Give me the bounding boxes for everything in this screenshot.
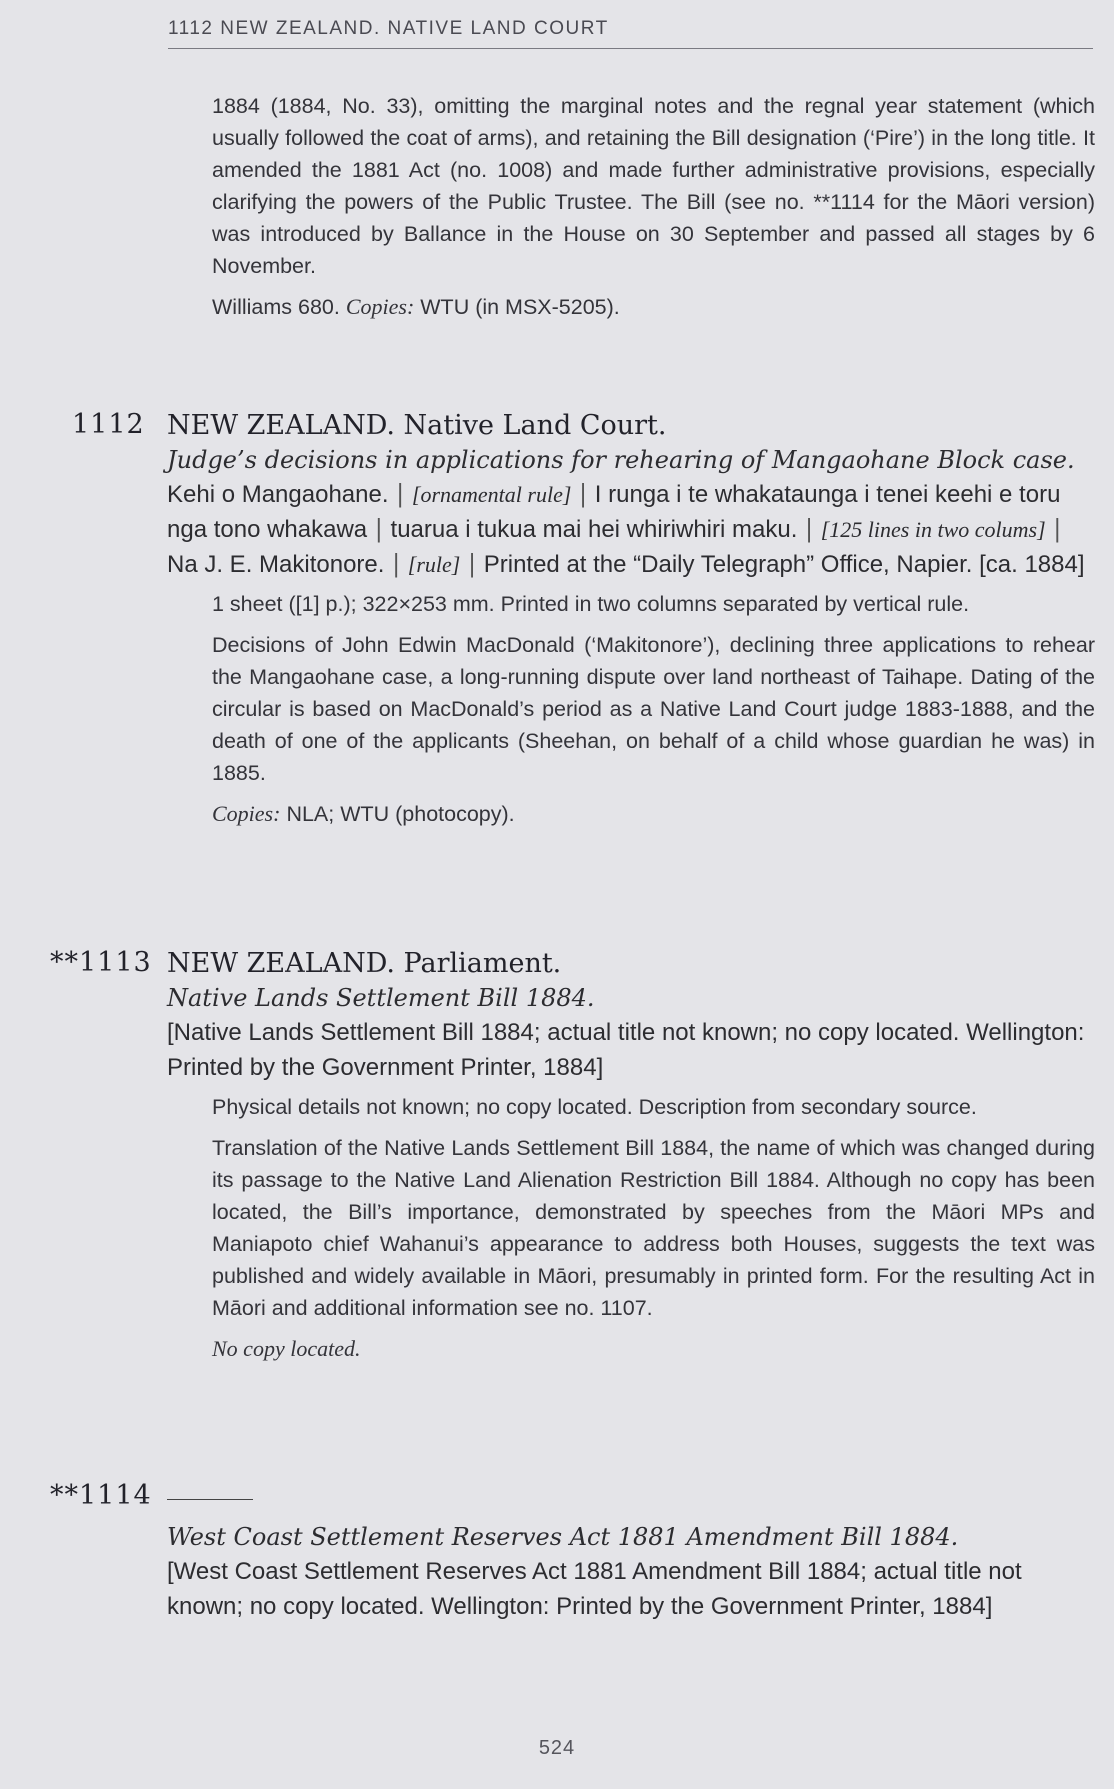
entry-number: 1112 xyxy=(72,409,145,440)
line-divider: | xyxy=(579,480,588,508)
physical-description: 1 sheet ([1] p.); 322×253 mm. Printed in two columns separated by vertical rule. xyxy=(212,592,970,616)
line-divider: | xyxy=(392,550,401,578)
entry-title: Native Lands Settlement Bill 1884. xyxy=(167,984,595,1012)
entry-title: Judge’s decisions in applications for rehearing of Mangaohane Block case. xyxy=(167,446,1075,474)
entry-number: **1114 xyxy=(50,1480,152,1511)
copies-value: WTU (in MSX-5205). xyxy=(420,295,620,319)
entry-description xyxy=(167,981,1095,1085)
ditto-rule xyxy=(167,1499,253,1500)
page-number: 524 xyxy=(538,1737,576,1759)
entry-heading: NEW ZEALAND. Native Land Court. xyxy=(167,410,667,441)
line-divider: | xyxy=(468,550,477,578)
carryover-paragraph: 1884 (1884, No. 33), omitting the marginal notes and the regnal year statement (which usually followed the coat of arms), and retaining the Bill designation (‘Pire’) in the long title. It amended the 1881 Act (no. 1008) and made further administrative provisions, especially clarifying the powers of the Public Trustee. The Bill (see no. **1114 for the Māori version) was introduced by Ballance in the House on 30 September and passed all stages by 6 November. xyxy=(212,94,1095,278)
copies-value: NLA; WTU (photocopy). xyxy=(286,802,515,826)
running-head: 1112 NEW ZEALAND. NATIVE LAND COURT xyxy=(168,18,1093,49)
line-divider: | xyxy=(805,515,814,543)
entry-heading: NEW ZEALAND. Parliament. xyxy=(167,948,562,979)
entry-status: No copy located. xyxy=(212,1336,361,1361)
refs: Williams 680. xyxy=(212,295,340,319)
physical-description: Physical details not known; no copy located. Description from secondary source. xyxy=(212,1095,977,1119)
line-divider: | xyxy=(1053,515,1062,543)
copies-label: Copies: xyxy=(345,294,415,319)
entry-note: Translation of the Native Lands Settlement Bill 1884, the name of which was changed during its passage to the Native Land Alienation Restriction Bill 1884. Although no copy has been located, the Bill’s importance, demonstrated by speeches from the Māori MPs and Maniapoto chief Wahanui’s appearance to address both Houses, suggests the text was published and widely available in Māori, presumably in printed form. For the resulting Act in Māori and additional information see no. 1107. xyxy=(212,1136,1095,1320)
entry-description: Judge’s decisions in applications for rehearing of Mangaohane Block case. Kehi o Mangaohane. | [ornamental rule] | I runga i te whakataunga i tenei keehi e toru nga tono whakawa | tuarua i tukua mai hei whiriwhiri maku. | [125 lines in two colums] | Na J. E. Makitonore. | [rule] | Printed at the “Daily Telegraph” Office, Napier. [ca. 1884] xyxy=(167,446,1085,578)
line-divider: | xyxy=(374,515,383,543)
entry-copies xyxy=(212,798,1095,830)
entry-imprint: [West Coast Settlement Reserves Act 1881 Amendment Bill 1884; actual title not known; no copy located. Wellington: Printed by the Government Printer, 1884] xyxy=(167,1558,1022,1620)
entry-description xyxy=(167,1520,1095,1624)
line-divider: | xyxy=(396,480,405,508)
entry-note: Decisions of John Edwin MacDonald (‘Makitonore’), declining three applications to rehear the Mangaohane case, a long-running dispute over land northeast of Taihape. Dating of the circular is based on MacDonald’s period as a Native Land Court judge 1883-1888, and the death of one of the applicants (Sheehan, on behalf of a child whose guardian he was) in 1885. xyxy=(212,633,1095,785)
entry-number: **1113 xyxy=(50,947,152,978)
entry-heading xyxy=(167,1480,1095,1514)
copies-label: Copies: xyxy=(212,801,281,826)
carryover-copies xyxy=(212,291,1095,323)
entry-title: West Coast Settlement Reserves Act 1881 Amendment Bill 1884. xyxy=(167,1523,959,1551)
entry-imprint: [Native Lands Settlement Bill 1884; actual title not known; no copy located. Wellington: Printed by the Government Printer, 1884] xyxy=(167,1019,1085,1081)
